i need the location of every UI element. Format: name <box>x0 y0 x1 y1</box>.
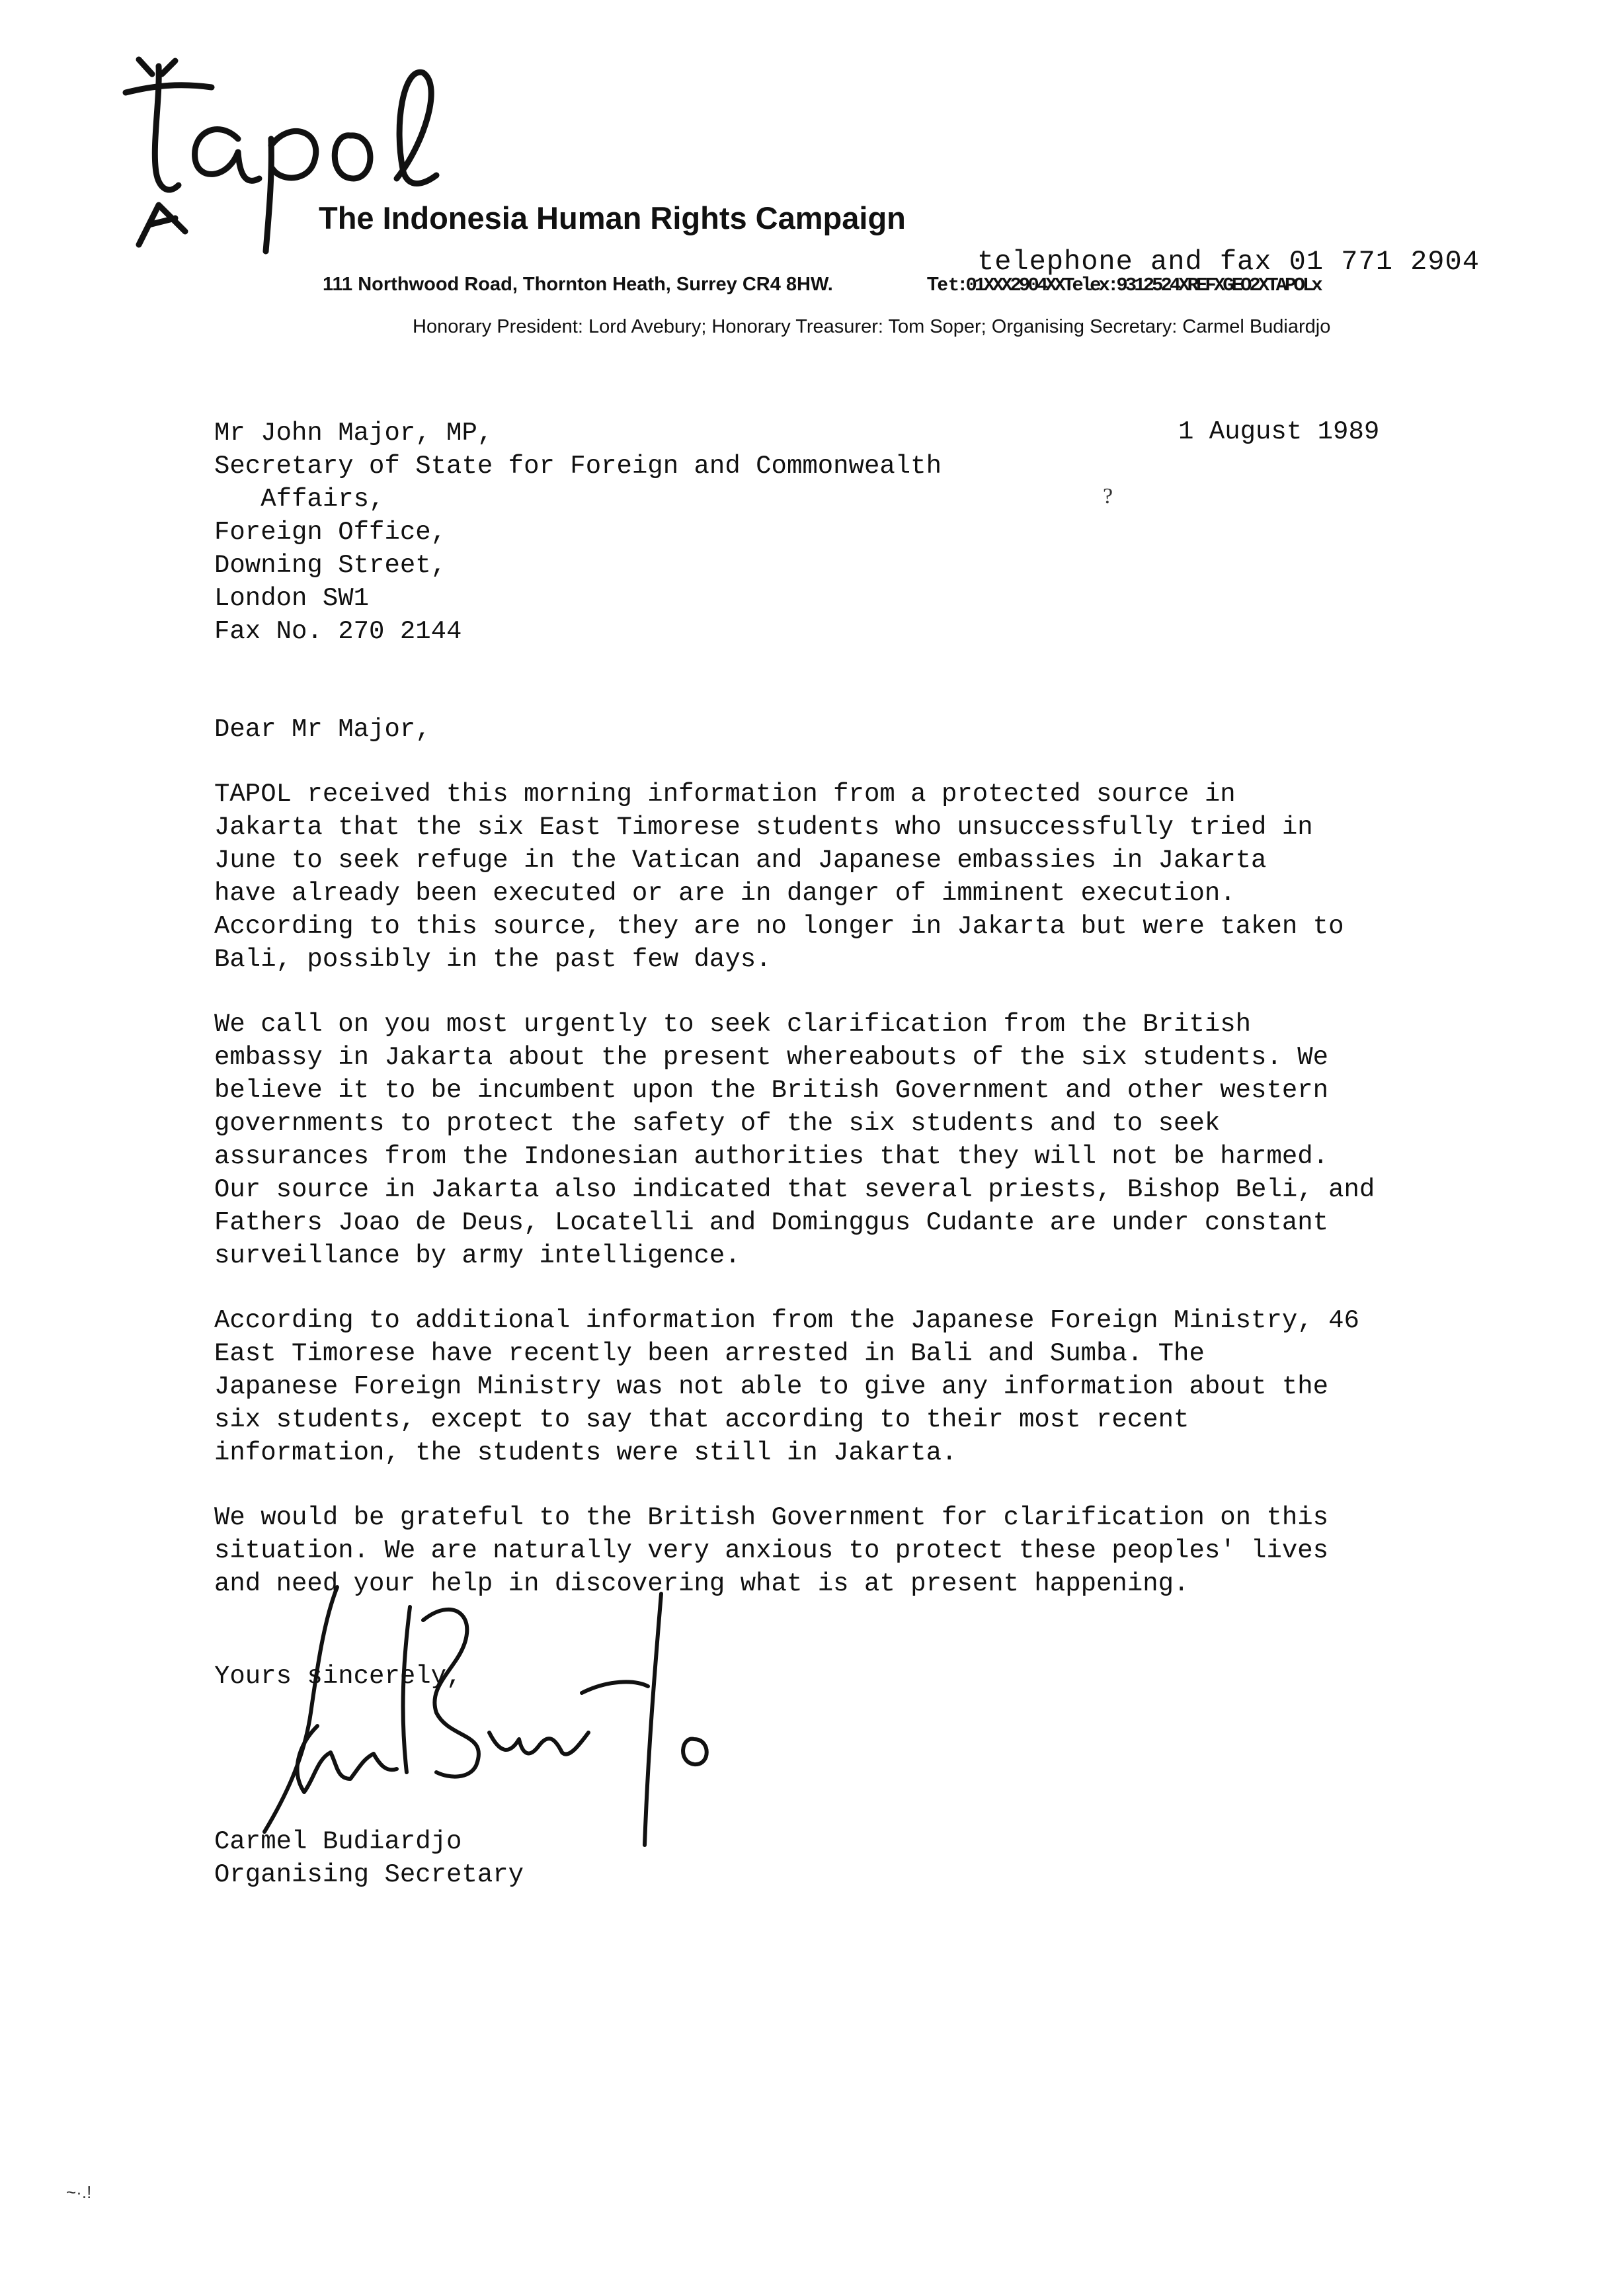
letter-date: 1 August 1989 <box>1178 417 1380 446</box>
struck-prefix: Te <box>927 274 948 295</box>
stray-pen-mark: ? <box>1103 484 1113 509</box>
handwritten-signature <box>238 1580 754 1858</box>
typed-phone-number: telephone and fax 01 771 2904 <box>977 246 1480 278</box>
letterhead-address: 111 Northwood Road, Thornton Heath, Surrey CR4 8HW. <box>323 274 833 295</box>
corner-mark: ~·.! <box>66 2182 92 2202</box>
paragraph-4: We would be grateful to the British Government for clarification on this situation. We are naturally very anxious to protect these peoples' lives and need your help in discovering what is at present happening. <box>214 1503 1329 1598</box>
signer-name-title: Carmel Budiardjo Organising Secretary <box>214 1827 524 1889</box>
officers-line: Honorary President: Lord Avebury; Honorary Treasurer: Tom Soper; Organising Secretary: Carmel Budiardjo <box>413 316 1331 337</box>
recipient-address: Mr John Major, MP, Secretary of State for Foreign and Commonwealth Affairs, Foreign Office, Downing Street, London SW1 Fax No. 270 2144 <box>214 419 942 646</box>
paragraph-1: TAPOL received this morning information from a protected source in Jakarta that the six East Timorese students who unsuccessfully tried in June to seek refuge in the Vatican and Japanese embassies in Jakarta have already been executed or are in danger of imminent execution. According to this source, they are no longer in Jakarta but were taken to Bali, possibly in the past few days. <box>214 780 1344 974</box>
organisation-name: The Indonesia Human Rights Campaign <box>319 200 906 235</box>
salutation: Dear Mr Major, <box>214 715 431 744</box>
struck-text: t:01XXX2904XXTelex:9312524XREFXGEO2XTAPOLx <box>947 274 1320 296</box>
paragraph-2: We call on you most urgently to seek clarification from the British embassy in Jakarta about the present whereabouts of the six students. We believe it to be incumbent upon the British Government and other western governments to protect the safety of the six students and to seek assurances from the Indonesian authorities that they will not be harmed. Our source in Jakarta also indicated that several priests, Bishop Beli, and Fathers Joao de Deus, Locatelli and Dominggus Cudante are under constant surveillance by army intelligence. <box>214 1010 1375 1270</box>
paragraph-3: According to additional information from the Japanese Foreign Ministry, 46 East Timorese have recently been arrested in Bali and Sumba. The Japanese Foreign Ministry was not able to give any information about the six students, except to say that according to their most recent information, the students were still in Jakarta. <box>214 1306 1359 1467</box>
closing: Yours sincerely, <box>214 1662 462 1691</box>
